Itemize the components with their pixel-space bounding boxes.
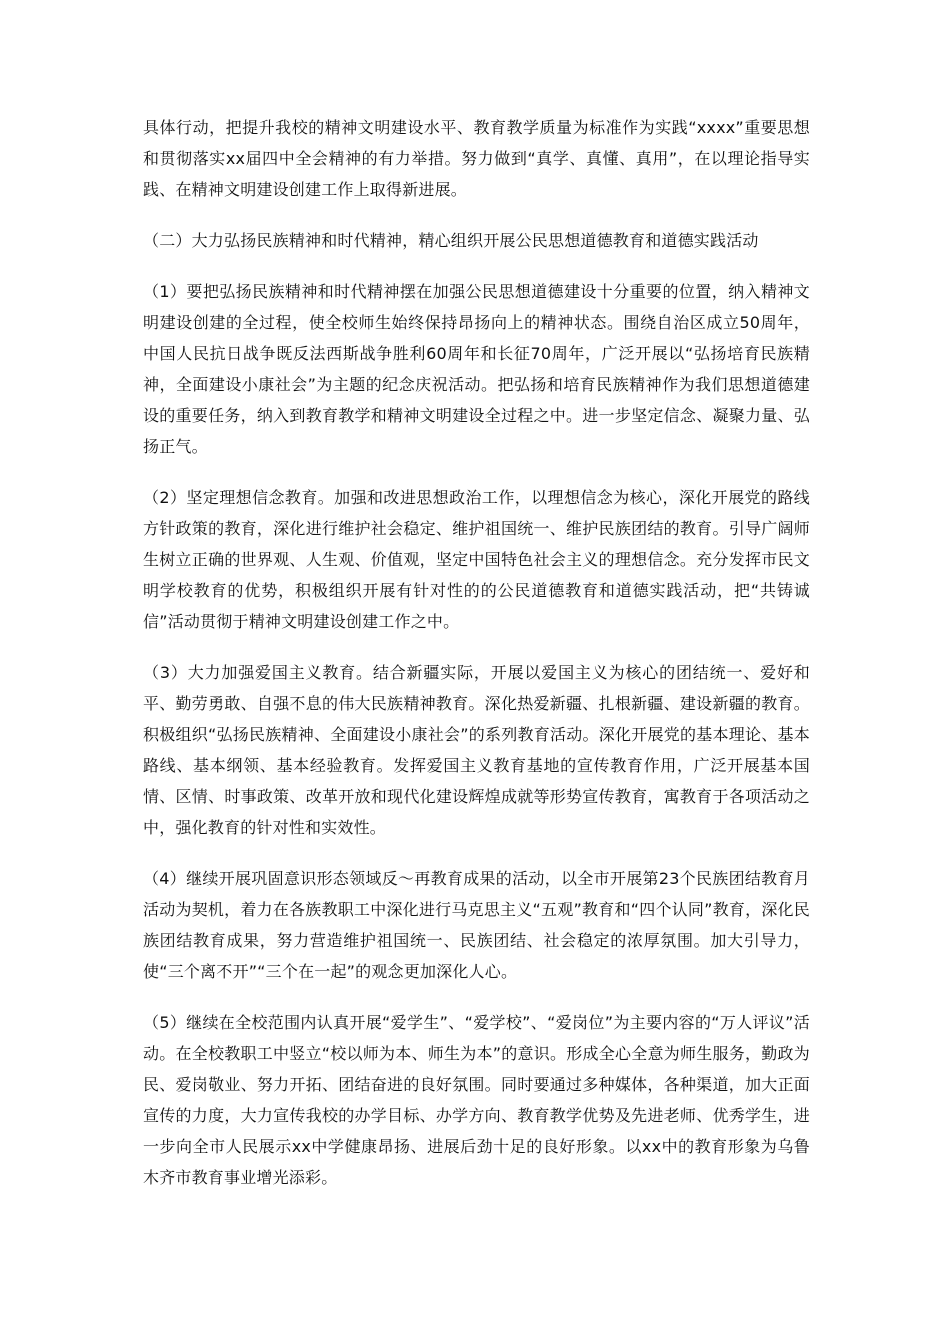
paragraph-item-4: （4）继续开展巩固意识形态领域反～再教育成果的活动，以全市开展第23个民族团结教育月活动为契机，着力在各族教职工中深化进行马克思主义“五观”教育和“四个认同”教育，深化民族团结教育成果，努力营造维护祖国统一、民族团结、社会稳定的浓厚氛围。加大引导力，使“三个离不开”“三个在一起”的观念更加深化人心。 bbox=[143, 869, 810, 981]
paragraph-item-2: （2）坚定理想信念教育。加强和改进思想政治工作，以理想信念为核心，深化开展党的路线方针政策的教育，深化进行维护社会稳定、维护祖国统一、维护民族团结的教育。引导广阔师生树立正确的世界观、人生观、价值观，坚定中国特色社会主义的理想信念。充分发挥市民文明学校教育的优势，积极组织开展有针对性的的公民道德教育和道德实践活动，把“共铸诚信”活动贯彻于精神文明建设创建工作之中。 bbox=[143, 488, 810, 631]
paragraph-item-5: （5）继续在全校范围内认真开展“爱学生”、“爱学校”、“爱岗位”为主要内容的“万人评议”活动。在全校教职工中竖立“校以师为本、师生为本”的意识。形成全心全意为师生服务，勤政为民、爱岗敬业、努力开拓、团结奋进的良好氛围。同时要通过多种媒体，各种渠道，加大正面宣传的力度，大力宣传我校的办学目标、办学方向、教育教学优势及先进老师、优秀学生，进一步向全市人民展示xx中学健康昂扬、进展后劲十足的良好形象。以xx中的教育形象为乌鲁木齐市教育事业增光添彩。 bbox=[143, 1013, 810, 1187]
section-heading: （二）大力弘扬民族精神和时代精神，精心组织开展公民思想道德教育和道德实践活动 bbox=[143, 231, 759, 250]
document-page bbox=[143, 112, 810, 1193]
paragraph-item-3: （3）大力加强爱国主义教育。结合新疆实际，开展以爱国主义为核心的团结统一、爱好和平、勤劳勇敢、自强不息的伟大民族精神教育。深化热爱新疆、扎根新疆、建设新疆的教育。积极组织“弘扬民族精神、全面建设小康社会”的系列教育活动。深化开展党的基本理论、基本路线、基本纲领、基本经验教育。发挥爱国主义教育基地的宣传教育作用，广泛开展基本国情、区情、时事政策、改革开放和现代化建设辉煌成就等形势宣传教育，寓教育于各项活动之中，强化教育的针对性和实效性。 bbox=[143, 663, 810, 837]
paragraph-intro: 具体行动，把提升我校的精神文明建设水平、教育教学质量为标准作为实践“xxxx”重要思想和贯彻落实xx届四中全会精神的有力举措。努力做到“真学、真懂、真用”，在以理论指导实践、在精神文明建设创建工作上取得新进展。 bbox=[143, 118, 810, 199]
paragraph-item-1: （1）要把弘扬民族精神和时代精神摆在加强公民思想道德建设十分重要的位置，纳入精神文明建设创建的全过程，使全校师生始终保持昂扬向上的精神状态。围绕自治区成立50周年，中国人民抗日战争既反法西斯战争胜利60周年和长征70周年，广泛开展以“弘扬培育民族精神，全面建设小康社会”为主题的纪念庆祝活动。把弘扬和培育民族精神作为我们思想道德建设的重要任务，纳入到教育教学和精神文明建设全过程之中。进一步坚定信念、凝聚力量、弘扬正气。 bbox=[143, 282, 810, 456]
